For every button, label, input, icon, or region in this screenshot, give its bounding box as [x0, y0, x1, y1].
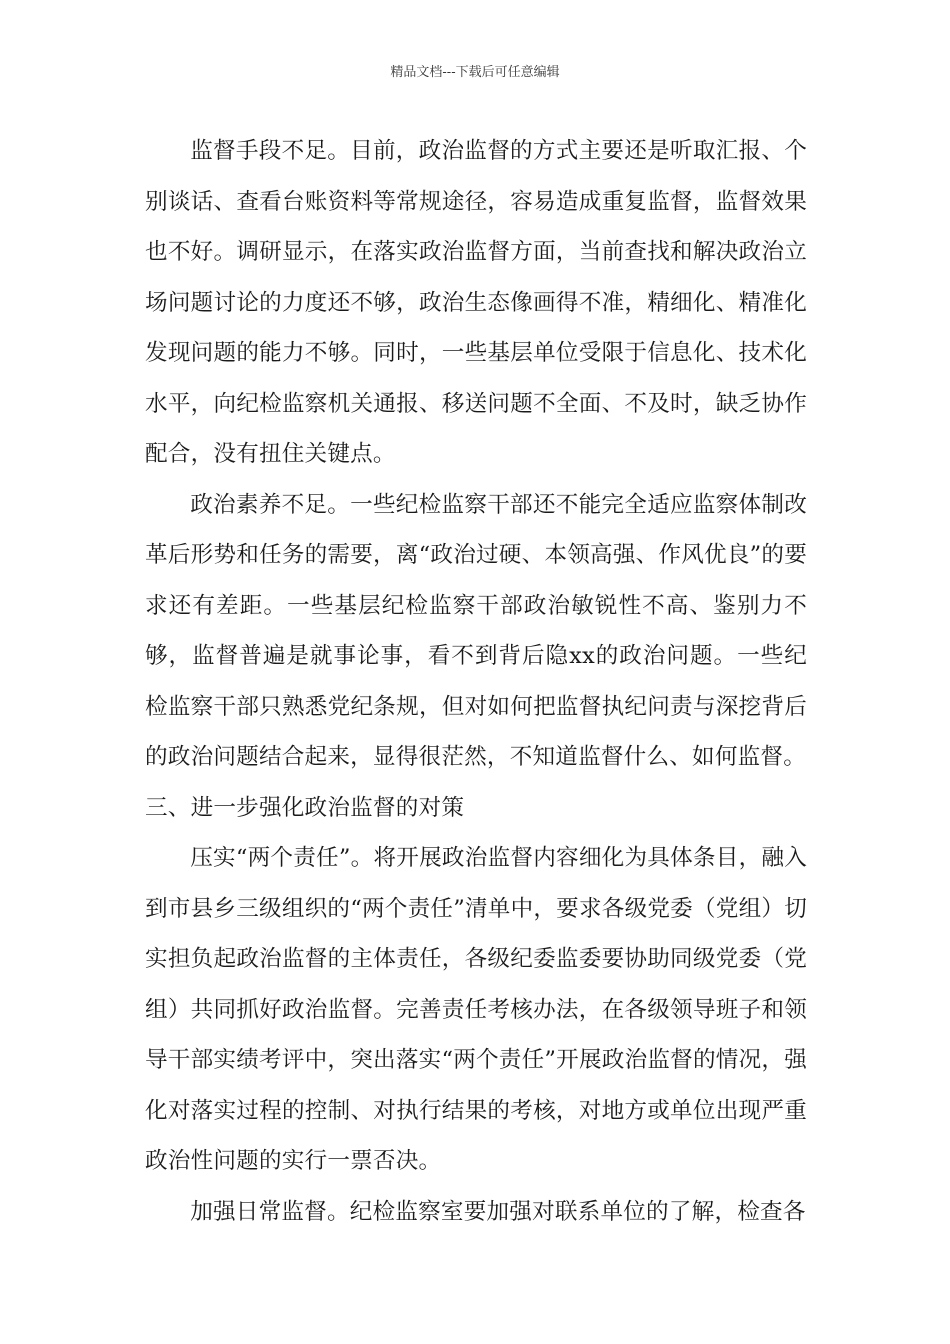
- document-body: [145, 126, 807, 1237]
- paragraph-supervision-means: 监督手段不足。目前，政治监督的方式主要还是听取汇报、个别谈话、查看台账资料等常规途径，容易造成重复监督，监督效果也不好。调研显示，在落实政治监督方面，当前查找和解决政治立场问题讨论的力度还不够，政治生态像画得不准，精细化、精准化发现问题的能力不够。同时，一些基层单位受限于信息化、技术化水平，向纪检监察机关通报、移送问题不全面、不及时，缺乏协作配合，没有扭住关键点。: [145, 138, 807, 467]
- paragraph-political-literacy: 政治素养不足。一些纪检监察干部还不能完全适应监察体制改革后形势和任务的需要，离“政治过硬、本领高强、作风优良”的要求还有差距。一些基层纪检监察干部政治敏锐性不高、鉴别力不够，监督普遍是就事论事，看不到背后隐xx的政治问题。一些纪检监察干部只熟悉党纪条规，但对如何把监督执纪问责与深挖背后的政治问题结合起来，显得很茫然，不知道监督什么、如何监督。: [145, 491, 807, 770]
- page-header-watermark: 精品文档---下载后可任意编辑: [390, 65, 560, 80]
- paragraph-daily-supervision: 加强日常监督。纪检监察室要加强对联系单位的了解，检查各: [190, 1198, 806, 1225]
- section-heading-countermeasures: 三、进一步强化政治监督的对策: [145, 794, 465, 821]
- paragraph-two-responsibilities: 压实“两个责任”。将开展政治监督内容细化为具体条目，融入到市县乡三级组织的“两个责任”清单中，要求各级党委（党组）切实担负起政治监督的主体责任，各级纪委监委要协助同级党委（党组）共同抓好政治监督。完善责任考核办法，在各级领导班子和领导干部实绩考评中，突出落实“两个责任”开展政治监督的情况，强化对落实过程的控制、对执行结果的考核，对地方或单位出现严重政治性问题的实行一票否决。: [145, 845, 807, 1174]
